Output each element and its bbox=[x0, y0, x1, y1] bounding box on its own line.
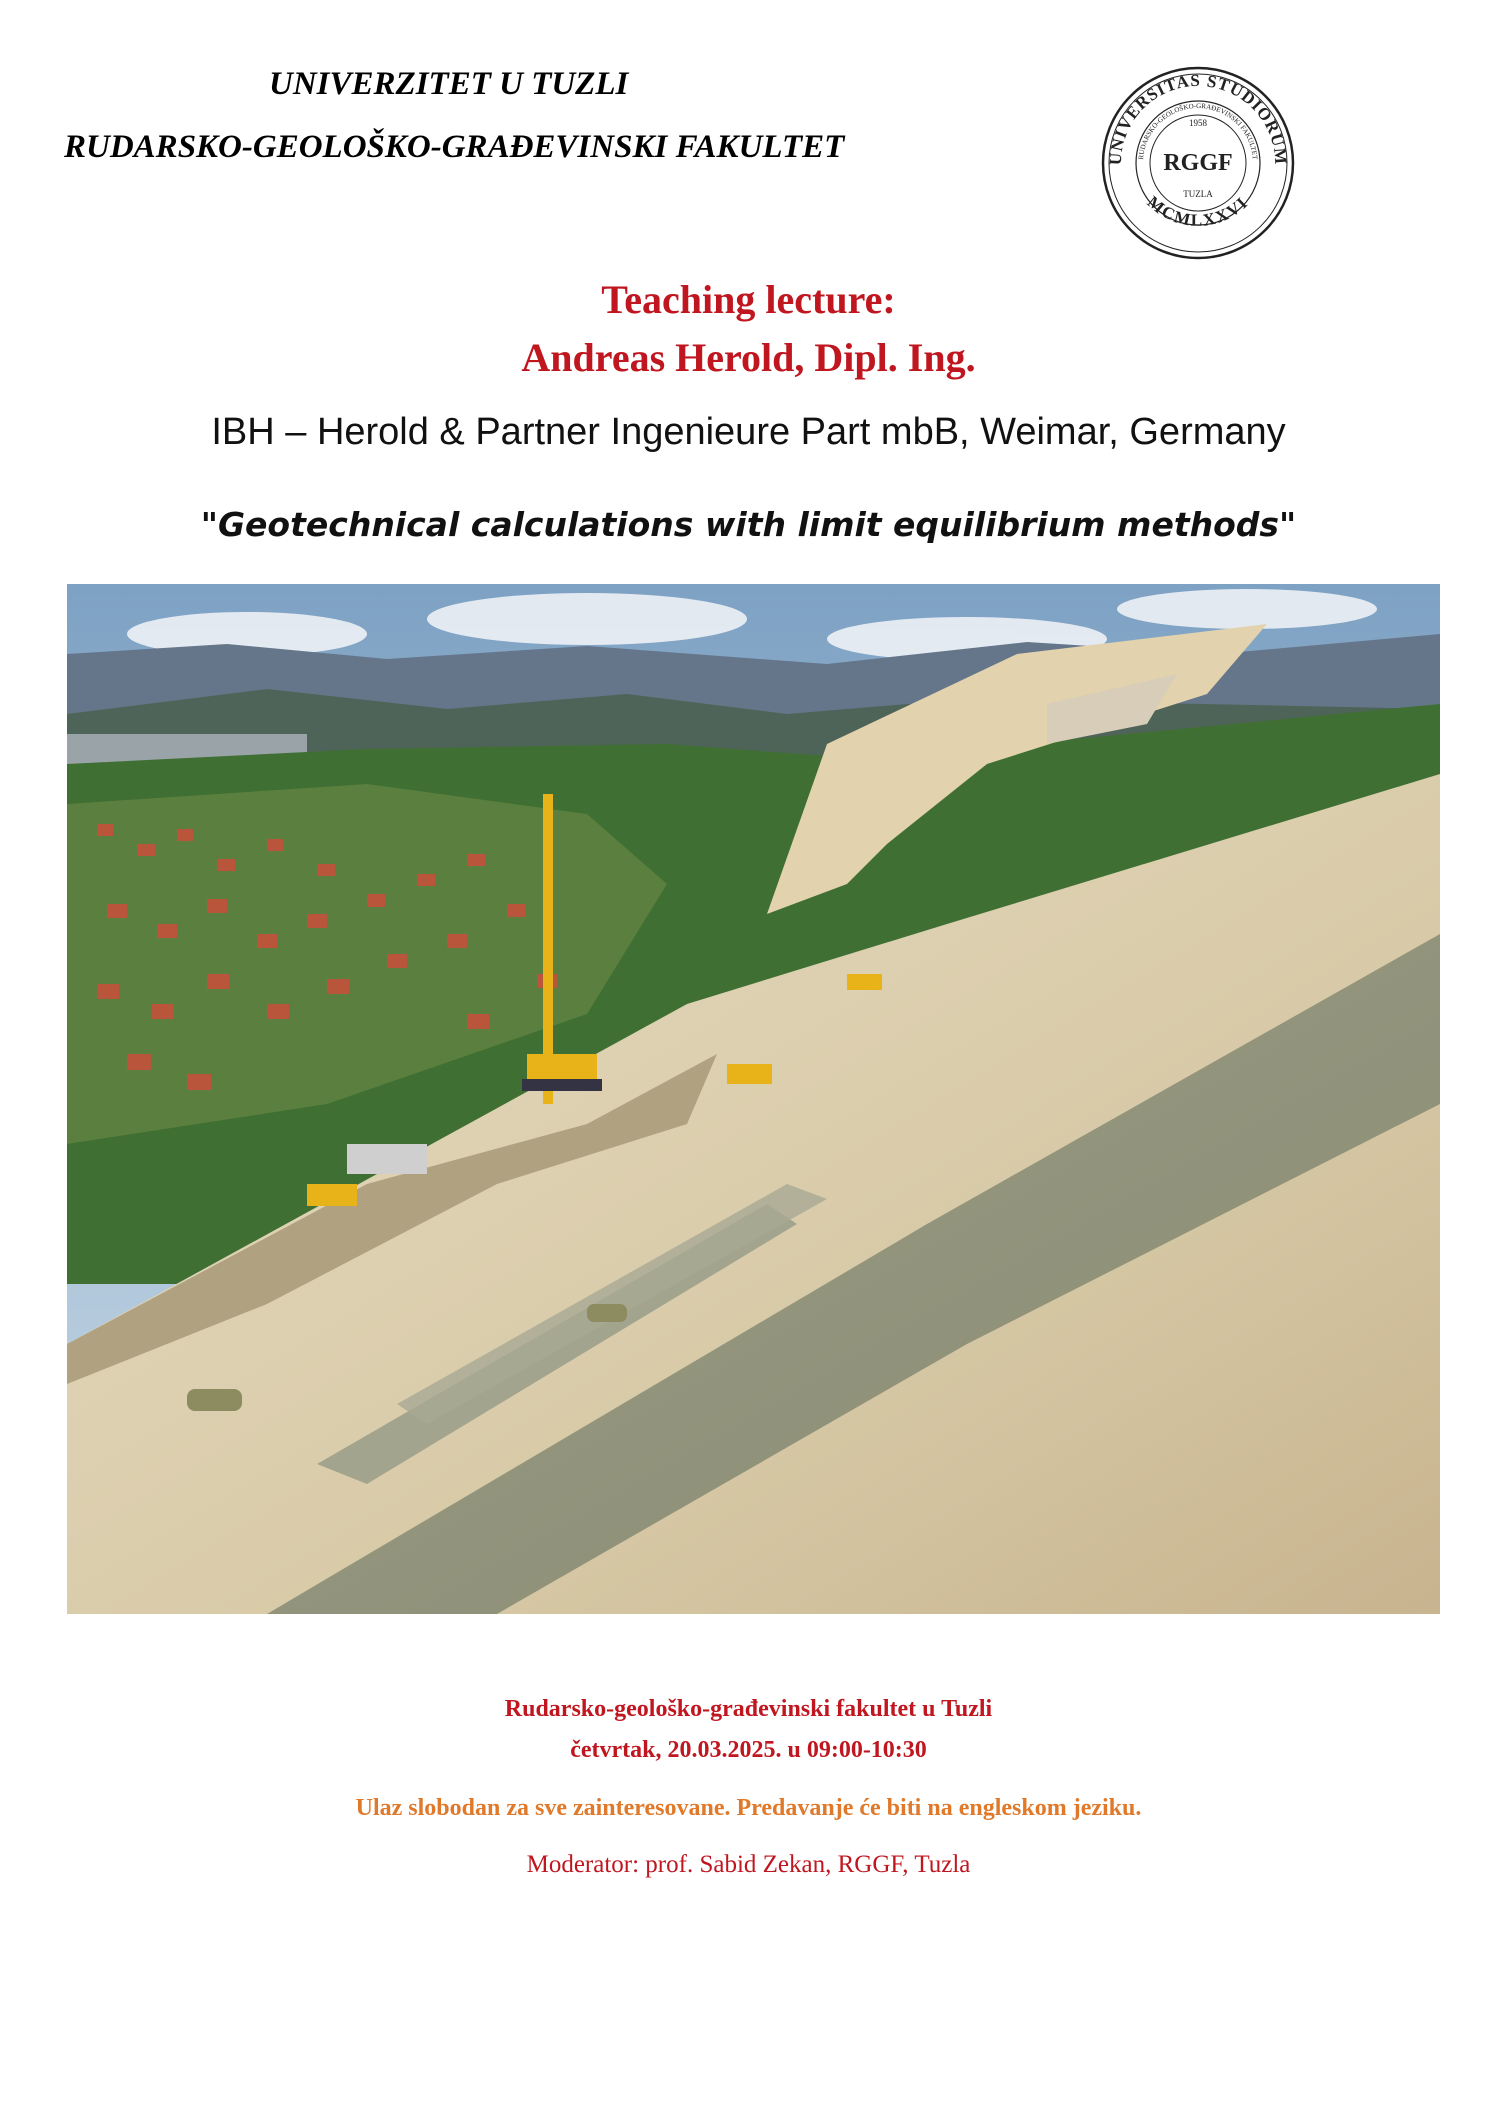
event-venue: Rudarsko-geološko-građevinski fakultet u Tuzli bbox=[504, 1696, 993, 1722]
seal-city: TUZLA bbox=[1183, 189, 1213, 199]
seal-year: 1958 bbox=[1189, 118, 1207, 128]
event-datetime: četvrtak, 20.03.2025. u 09:00-10:30 bbox=[570, 1737, 927, 1763]
seal-outer-top-text: UNIVERSITAS STUDIORUM bbox=[1105, 70, 1291, 166]
seal-outer-bottom-text: MCMLXXVI bbox=[1143, 192, 1253, 230]
event-entry-note: Ulaz slobodan za sve zainteresovane. Predavanje će biti na engleskom jeziku. bbox=[355, 1795, 1142, 1821]
faculty-name: RUDARSKO-GEOLOŠKO-GRAĐEVINSKI FAKULTET bbox=[64, 129, 845, 165]
university-seal-icon bbox=[1101, 66, 1295, 260]
seal-inner-text: RUDARSKO-GEOLOŠKO-GRAĐEVINSKI FAKULTET bbox=[1137, 101, 1259, 160]
speaker-company: IBH – Herold & Partner Ingenieure Part mbB, Weimar, Germany bbox=[211, 411, 1286, 453]
seal-monogram: RGGF bbox=[1163, 150, 1233, 176]
lecture-label: Teaching lecture: bbox=[601, 277, 896, 322]
lecture-title-text: Geotechnical calculations with limit equilibrium methods bbox=[217, 505, 1280, 544]
quote-close: " bbox=[1279, 505, 1297, 544]
quote-open: " bbox=[200, 505, 218, 544]
construction-site-photo bbox=[67, 584, 1440, 1614]
event-moderator: Moderator: prof. Sabid Zekan, RGGF, Tuzla bbox=[526, 1851, 971, 1878]
header-university-block bbox=[64, 66, 864, 166]
speaker-name: Andreas Herold, Dipl. Ing. bbox=[521, 335, 976, 380]
lecture-title bbox=[0, 505, 1497, 544]
university-name: UNIVERZITET U TUZLI bbox=[269, 66, 629, 102]
